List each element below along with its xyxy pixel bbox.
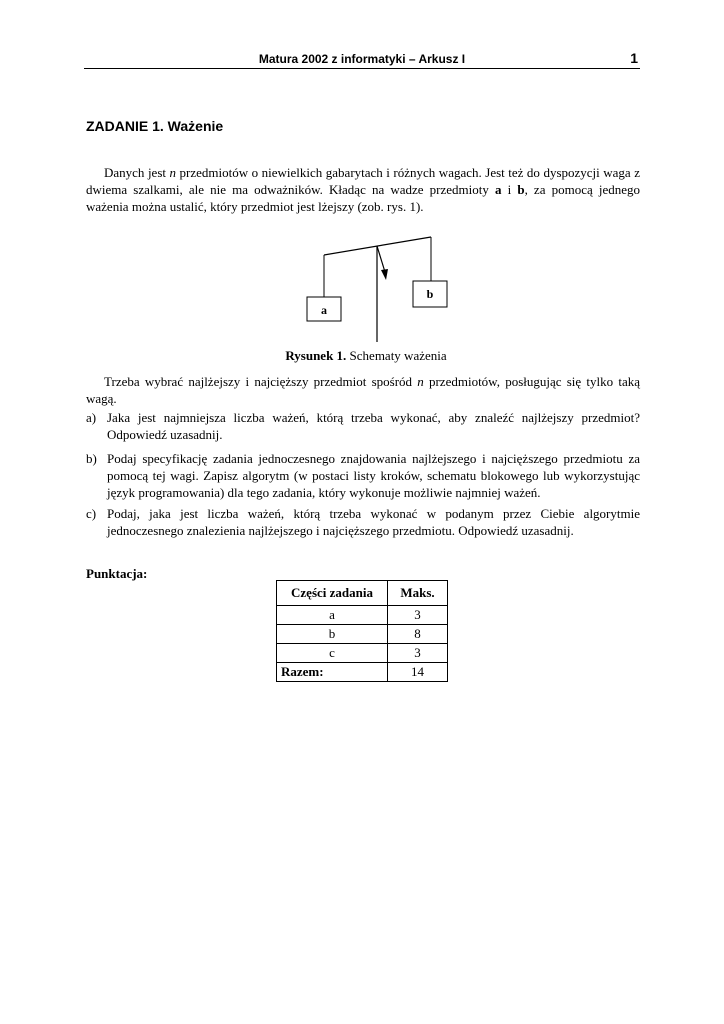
page-number: 1 xyxy=(630,50,638,66)
question-text: Jaka jest najmniejsza liczba ważeń, którą trzeba wykonać, aby znaleźć najlżejszy przedmiot? Odpowiedź uzasadnij. xyxy=(107,410,640,442)
table-row xyxy=(277,625,448,644)
figure-caption: Rysunek 1. Schematy ważenia xyxy=(285,348,447,363)
question-label: c) xyxy=(86,506,97,521)
question-text: Podaj, jaka jest liczba ważeń, którą trzeba wykonać w podanym przez Ciebie algorytmie jednoczesnego znalezienia najlżejszego i najcięższego przedmiotu. Odpowiedź uzasadnij. xyxy=(107,506,640,538)
pointer-arrow xyxy=(377,246,385,272)
part-cell: b xyxy=(277,625,388,644)
part-cell: c xyxy=(277,644,388,663)
max-cell: 8 xyxy=(388,625,448,644)
total-value: 14 xyxy=(388,663,448,682)
scoring-label: Punktacja: xyxy=(86,566,148,581)
table-row xyxy=(277,644,448,663)
pointer-arrowhead xyxy=(381,269,388,280)
task-title: ZADANIE 1. Ważenie xyxy=(86,118,224,134)
label-a: a xyxy=(321,303,327,317)
table-header-row xyxy=(277,581,448,606)
question-label: a) xyxy=(86,410,97,425)
intro-paragraph: Danych jest n przedmiotów o niewielkich gabarytach i różnych wagach. Jest też do dyspozycji waga z dwiema szalkami, ale nie ma odważników. Kładąc na wadze przedmioty a i b, za pomocą jednego ważenia można ustalić, który przedmiot jest lżejszy (zob. rys. 1). xyxy=(86,165,640,214)
question-label: b) xyxy=(86,451,97,466)
header-parts: Części zadania xyxy=(277,581,388,606)
table-total-row xyxy=(277,663,448,682)
max-cell: 3 xyxy=(388,644,448,663)
part-cell: a xyxy=(277,606,388,625)
table-row xyxy=(277,606,448,625)
question-text: Podaj specyfikację zadania jednoczesnego znajdowania najlżejszego i najcięższego przedmiotu za pomocą tej wagi. Zapisz algorytm (w postaci listy kroków, schematu blokowego lub wykorzystując język programowania) dla tego zadania, który wykonuje możliwie najmniej ważeń. xyxy=(107,451,640,500)
total-label: Razem: xyxy=(277,663,388,682)
second-paragraph: Trzeba wybrać najlżejszy i najcięższy przedmiot spośród n przedmiotów, posługując się tylko taką wagą. xyxy=(86,374,640,406)
header-title: Matura 2002 z informatyki – Arkusz I xyxy=(258,52,466,66)
label-b: b xyxy=(426,287,434,301)
max-cell: 3 xyxy=(388,606,448,625)
balance-scale-figure xyxy=(300,230,460,346)
page-header xyxy=(84,50,640,69)
header-max: Maks. xyxy=(388,581,448,606)
scoring-table xyxy=(276,580,448,682)
